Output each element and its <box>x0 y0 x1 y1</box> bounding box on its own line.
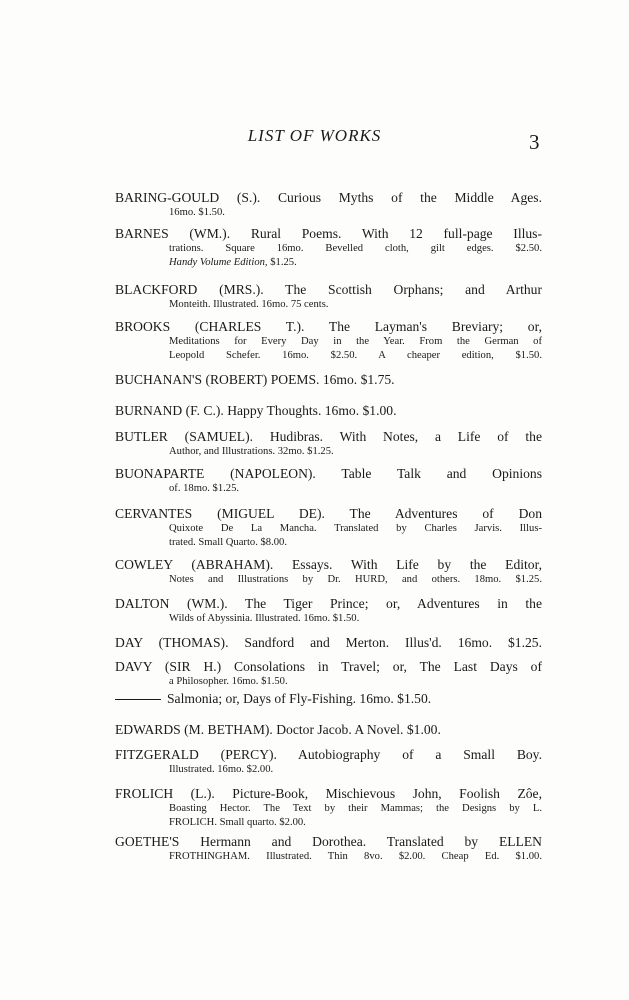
entry-title-line: BLACKFORD (MRS.). The Scottish Orphans; and Arthur <box>115 282 542 297</box>
entry-detail-line: Leopold Schefer. 16mo. $2.50. A cheaper edition, $1.50. <box>169 350 542 361</box>
entry-detail-line: Illustrated. 16mo. $2.00. <box>169 764 274 775</box>
list-item <box>115 318 542 363</box>
page-header-title: LIST OF WORKS <box>247 126 382 145</box>
list-item <box>115 658 542 689</box>
entry-detail-line: Notes and Illustrations by Dr. HURD, and others. 18mo. $1.25. <box>169 574 542 585</box>
entry-detail-line: of. 18mo. $1.25. <box>169 483 240 494</box>
list-item <box>115 746 542 777</box>
entry-title-line: BUCHANAN'S (ROBERT) POEMS. 16mo. $1.75. <box>115 372 395 387</box>
entry-title-line: FITZGERALD (PERCY). Autobiography of a Small Boy. <box>115 747 542 762</box>
list-item <box>115 225 542 270</box>
list-item <box>115 402 542 419</box>
entry-detail-line: Wilds of Abyssinia. Illustrated. 16mo. $1.50. <box>169 613 360 624</box>
list-item <box>115 634 542 651</box>
entry-title-line: BUONAPARTE (NAPOLEON). Table Talk and Opinions <box>115 466 542 481</box>
list-item <box>115 371 542 388</box>
list-item <box>115 428 542 459</box>
ditto-dash <box>115 699 161 700</box>
entry-detail-line: Monteith. Illustrated. 16mo. 75 cents. <box>169 299 329 310</box>
entry-detail-line <box>115 256 542 270</box>
list-item <box>115 595 542 626</box>
list-item <box>115 505 542 550</box>
entry-title-line: BURNAND (F. C.). Happy Thoughts. 16mo. $1.00. <box>115 403 397 418</box>
list-item <box>115 465 542 496</box>
entry-detail-line: Author, and Illustrations. 32mo. $1.25. <box>169 446 334 457</box>
entry-detail-line: trations. Square 16mo. Bevelled cloth, gilt edges. $2.50. <box>169 243 542 254</box>
edition-price: $1.25. <box>267 257 297 268</box>
entry-title-line: DALTON (WM.). The Tiger Prince; or, Adventures in the <box>115 596 542 611</box>
entry-title-text: Salmonia; or, Days of Fly-Fishing. 16mo. $1.50. <box>167 691 432 706</box>
page-number: 3 <box>529 130 540 154</box>
entry-detail-line: trated. Small Quarto. $8.00. <box>169 537 287 548</box>
list-item <box>115 281 542 312</box>
list-item <box>115 556 542 587</box>
entry-title-line: BROOKS (CHARLES T.). The Layman's Breviary; or, <box>115 319 542 334</box>
list-item <box>115 690 542 707</box>
entry-title-line: BARNES (WM.). Rural Poems. With 12 full-page Illus- <box>115 226 542 241</box>
entry-title-line: BUTLER (SAMUEL). Hudibras. With Notes, a Life of the <box>115 429 542 444</box>
list-item <box>115 189 542 220</box>
list-item <box>115 785 542 830</box>
entry-detail-line: FROLICH. Small quarto. $2.00. <box>169 817 306 828</box>
entry-title-line: COWLEY (ABRAHAM). Essays. With Life by the Editor, <box>115 557 542 572</box>
list-item <box>115 721 542 738</box>
entry-title-line: GOETHE'S Hermann and Dorothea. Translated by ELLEN <box>115 834 542 849</box>
entry-detail-line: 16mo. $1.50. <box>169 207 225 218</box>
entry-title-line: DAY (THOMAS). Sandford and Merton. Illus'd. 16mo. $1.25. <box>115 635 542 650</box>
entry-detail-line: Quixote De La Mancha. Translated by Charles Jarvis. Illus- <box>169 523 542 534</box>
list-item <box>115 833 542 864</box>
entry-detail-line: FROTHINGHAM. Illustrated. Thin 8vo. $2.00. Cheap Ed. $1.00. <box>169 851 542 862</box>
entry-title-line: FROLICH (L.). Picture-Book, Mischievous John, Foolish Zôe, <box>115 786 542 801</box>
entry-title-line <box>115 690 542 707</box>
entry-title-line: BARING-GOULD (S.). Curious Myths of the Middle Ages. <box>115 190 542 205</box>
entry-detail-line: Meditations for Every Day in the Year. From the German of <box>169 336 542 347</box>
entry-detail-line: Boasting Hector. The Text by their Mammas; the Designs by L. <box>169 803 542 814</box>
edition-italic-label: Handy Volume Edition, <box>169 257 268 268</box>
entry-title-line: DAVY (SIR H.) Consolations in Travel; or, The Last Days of <box>115 659 542 674</box>
entry-detail-line: a Philosopher. 16mo. $1.50. <box>169 676 288 687</box>
entry-title-line: EDWARDS (M. BETHAM). Doctor Jacob. A Novel. $1.00. <box>115 722 441 737</box>
entry-title-line: CERVANTES (MIGUEL DE). The Adventures of Don <box>115 506 542 521</box>
